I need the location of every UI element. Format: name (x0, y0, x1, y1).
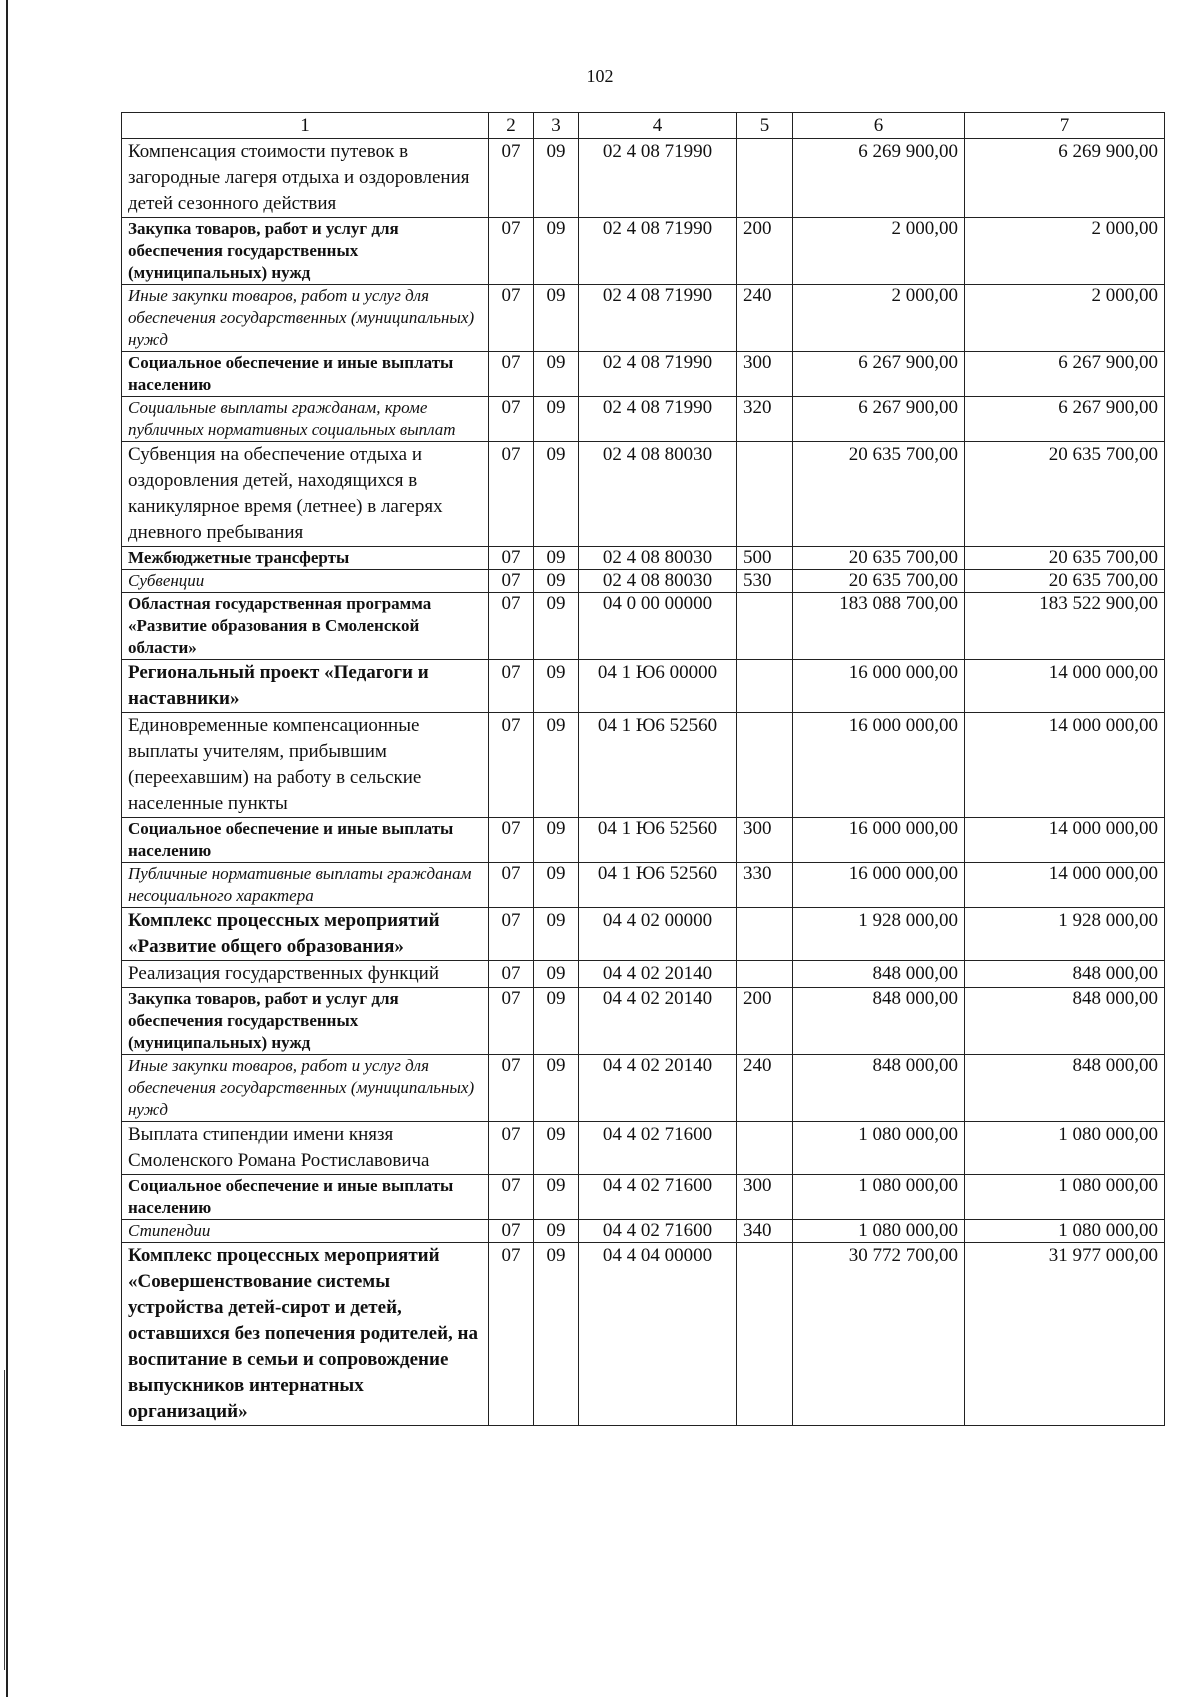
section-code-cell: 07 (489, 352, 534, 397)
amount-year2-cell: 14 000 000,00 (965, 713, 1165, 818)
amount-year1-cell: 2 000,00 (793, 218, 965, 285)
amount-year1-cell: 1 080 000,00 (793, 1175, 965, 1220)
table-row (122, 988, 1165, 1055)
amount-year1-cell: 20 635 700,00 (793, 442, 965, 547)
expense-type-cell: 300 (737, 1175, 793, 1220)
amount-year2-cell: 14 000 000,00 (965, 818, 1165, 863)
row-name-cell: Публичные нормативные выплаты гражданам несоциального характера (122, 863, 489, 908)
expense-type-cell: 200 (737, 218, 793, 285)
target-article-cell: 04 1 Ю6 52560 (579, 818, 737, 863)
expense-type-cell: 240 (737, 285, 793, 352)
row-name-cell: Комплекс процессных мероприятий «Развитие общего образования» (122, 908, 489, 961)
table-row (122, 660, 1165, 713)
target-article-cell: 04 1 Ю6 00000 (579, 660, 737, 713)
expense-type-cell: 320 (737, 397, 793, 442)
amount-year1-cell: 1 928 000,00 (793, 908, 965, 961)
target-article-cell: 04 0 00 00000 (579, 593, 737, 660)
table-row (122, 547, 1165, 570)
expense-type-cell: 340 (737, 1220, 793, 1243)
row-name-cell: Социальное обеспечение и иные выплаты населению (122, 1175, 489, 1220)
section-code-cell: 07 (489, 961, 534, 988)
subsection-code-cell: 09 (534, 570, 579, 593)
section-code-cell: 07 (489, 593, 534, 660)
section-code-cell: 07 (489, 660, 534, 713)
row-name-cell: Закупка товаров, работ и услуг для обеспечения государственных (муниципальных) нужд (122, 988, 489, 1055)
amount-year1-cell: 20 635 700,00 (793, 547, 965, 570)
expense-type-cell: 530 (737, 570, 793, 593)
row-name-cell: Социальное обеспечение и иные выплаты населению (122, 352, 489, 397)
expense-type-cell (737, 1243, 793, 1426)
section-code-cell: 07 (489, 285, 534, 352)
section-code-cell: 07 (489, 1055, 534, 1122)
amount-year2-cell: 20 635 700,00 (965, 442, 1165, 547)
target-article-cell: 02 4 08 71990 (579, 218, 737, 285)
expense-type-cell: 240 (737, 1055, 793, 1122)
subsection-code-cell: 09 (534, 1220, 579, 1243)
amount-year1-cell: 848 000,00 (793, 961, 965, 988)
amount-year1-cell: 1 080 000,00 (793, 1122, 965, 1175)
table-row (122, 352, 1165, 397)
subsection-code-cell: 09 (534, 442, 579, 547)
table-row (122, 218, 1165, 285)
table-row (122, 442, 1165, 547)
amount-year2-cell: 1 080 000,00 (965, 1122, 1165, 1175)
header-cell: 1 (122, 113, 489, 139)
expense-type-cell: 500 (737, 547, 793, 570)
section-code-cell: 07 (489, 442, 534, 547)
amount-year1-cell: 16 000 000,00 (793, 660, 965, 713)
header-cell: 4 (579, 113, 737, 139)
amount-year2-cell: 20 635 700,00 (965, 570, 1165, 593)
subsection-code-cell: 09 (534, 1122, 579, 1175)
subsection-code-cell: 09 (534, 908, 579, 961)
target-article-cell: 04 4 02 20140 (579, 1055, 737, 1122)
row-name-cell: Иные закупки товаров, работ и услуг для обеспечения государственных (муниципальных) нужд (122, 285, 489, 352)
target-article-cell: 04 4 02 71600 (579, 1220, 737, 1243)
target-article-cell: 02 4 08 71990 (579, 139, 737, 218)
row-name-cell: Иные закупки товаров, работ и услуг для обеспечения государственных (муниципальных) нужд (122, 1055, 489, 1122)
table-body (122, 113, 1165, 1426)
subsection-code-cell: 09 (534, 285, 579, 352)
amount-year1-cell: 16 000 000,00 (793, 713, 965, 818)
amount-year1-cell: 183 088 700,00 (793, 593, 965, 660)
amount-year1-cell: 2 000,00 (793, 285, 965, 352)
subsection-code-cell: 09 (534, 863, 579, 908)
subsection-code-cell: 09 (534, 1175, 579, 1220)
section-code-cell: 07 (489, 547, 534, 570)
target-article-cell: 04 1 Ю6 52560 (579, 863, 737, 908)
amount-year2-cell: 14 000 000,00 (965, 863, 1165, 908)
subsection-code-cell: 09 (534, 1243, 579, 1426)
subsection-code-cell: 09 (534, 547, 579, 570)
amount-year2-cell: 1 080 000,00 (965, 1220, 1165, 1243)
target-article-cell: 04 4 02 71600 (579, 1122, 737, 1175)
header-cell: 5 (737, 113, 793, 139)
expense-type-cell (737, 593, 793, 660)
target-article-cell: 04 4 02 20140 (579, 988, 737, 1055)
section-code-cell: 07 (489, 139, 534, 218)
row-name-cell: Социальные выплаты гражданам, кроме публичных нормативных социальных выплат (122, 397, 489, 442)
target-article-cell: 02 4 08 80030 (579, 570, 737, 593)
table-row (122, 818, 1165, 863)
section-code-cell: 07 (489, 218, 534, 285)
amount-year2-cell: 31 977 000,00 (965, 1243, 1165, 1426)
expense-type-cell (737, 961, 793, 988)
expense-type-cell: 300 (737, 352, 793, 397)
table-row (122, 908, 1165, 961)
budget-table (121, 112, 1165, 1426)
table-row (122, 593, 1165, 660)
amount-year2-cell: 20 635 700,00 (965, 547, 1165, 570)
section-code-cell: 07 (489, 570, 534, 593)
amount-year1-cell: 30 772 700,00 (793, 1243, 965, 1426)
target-article-cell: 02 4 08 71990 (579, 352, 737, 397)
amount-year2-cell: 2 000,00 (965, 218, 1165, 285)
section-code-cell: 07 (489, 1220, 534, 1243)
amount-year2-cell: 1 928 000,00 (965, 908, 1165, 961)
table-row (122, 961, 1165, 988)
amount-year2-cell: 6 267 900,00 (965, 352, 1165, 397)
target-article-cell: 04 1 Ю6 52560 (579, 713, 737, 818)
amount-year1-cell: 6 269 900,00 (793, 139, 965, 218)
row-name-cell: Реализация государственных функций (122, 961, 489, 988)
header-cell: 3 (534, 113, 579, 139)
subsection-code-cell: 09 (534, 660, 579, 713)
subsection-code-cell: 09 (534, 961, 579, 988)
table-row (122, 139, 1165, 218)
section-code-cell: 07 (489, 863, 534, 908)
table-row (122, 397, 1165, 442)
expense-type-cell (737, 139, 793, 218)
section-code-cell: 07 (489, 1243, 534, 1426)
amount-year1-cell: 6 267 900,00 (793, 397, 965, 442)
target-article-cell: 02 4 08 71990 (579, 285, 737, 352)
expense-type-cell (737, 1122, 793, 1175)
row-name-cell: Стипендии (122, 1220, 489, 1243)
table-row (122, 1055, 1165, 1122)
amount-year1-cell: 848 000,00 (793, 988, 965, 1055)
page-number: 102 (586, 66, 614, 86)
scan-edge-line-secondary (4, 1370, 5, 1670)
amount-year1-cell: 848 000,00 (793, 1055, 965, 1122)
target-article-cell: 02 4 08 71990 (579, 397, 737, 442)
table-row (122, 1243, 1165, 1426)
target-article-cell: 04 4 04 00000 (579, 1243, 737, 1426)
target-article-cell: 04 4 02 71600 (579, 1175, 737, 1220)
table-row (122, 1220, 1165, 1243)
expense-type-cell (737, 660, 793, 713)
header-cell: 2 (489, 113, 534, 139)
amount-year1-cell: 16 000 000,00 (793, 863, 965, 908)
expense-type-cell: 200 (737, 988, 793, 1055)
section-code-cell: 07 (489, 818, 534, 863)
row-name-cell: Региональный проект «Педагоги и наставники» (122, 660, 489, 713)
row-name-cell: Комплекс процессных мероприятий «Совершенствование системы устройства детей-сирот и детей, оставшихся без попечения родителей, на воспитание в семьи и сопровождение выпускников интернатных организаций» (122, 1243, 489, 1426)
section-code-cell: 07 (489, 908, 534, 961)
amount-year2-cell: 14 000 000,00 (965, 660, 1165, 713)
target-article-cell: 04 4 02 00000 (579, 908, 737, 961)
target-article-cell: 02 4 08 80030 (579, 547, 737, 570)
target-article-cell: 02 4 08 80030 (579, 442, 737, 547)
row-name-cell: Областная государственная программа «Развитие образования в Смоленской области» (122, 593, 489, 660)
amount-year2-cell: 848 000,00 (965, 988, 1165, 1055)
scan-edge-line (6, 0, 8, 1697)
target-article-cell: 04 4 02 20140 (579, 961, 737, 988)
amount-year1-cell: 6 267 900,00 (793, 352, 965, 397)
expense-type-cell: 300 (737, 818, 793, 863)
subsection-code-cell: 09 (534, 352, 579, 397)
table-row (122, 1175, 1165, 1220)
section-code-cell: 07 (489, 397, 534, 442)
expense-type-cell (737, 442, 793, 547)
amount-year1-cell: 16 000 000,00 (793, 818, 965, 863)
header-row (122, 113, 1165, 139)
table-row (122, 570, 1165, 593)
subsection-code-cell: 09 (534, 218, 579, 285)
subsection-code-cell: 09 (534, 397, 579, 442)
amount-year1-cell: 1 080 000,00 (793, 1220, 965, 1243)
section-code-cell: 07 (489, 1175, 534, 1220)
row-name-cell: Закупка товаров, работ и услуг для обеспечения государственных (муниципальных) нужд (122, 218, 489, 285)
table-row (122, 713, 1165, 818)
header-cell: 6 (793, 113, 965, 139)
amount-year1-cell: 20 635 700,00 (793, 570, 965, 593)
row-name-cell: Выплата стипендии имени князя Смоленского Романа Ростиславовича (122, 1122, 489, 1175)
row-name-cell: Социальное обеспечение и иные выплаты населению (122, 818, 489, 863)
header-cell: 7 (965, 113, 1165, 139)
row-name-cell: Межбюджетные трансферты (122, 547, 489, 570)
section-code-cell: 07 (489, 988, 534, 1055)
row-name-cell: Субвенции (122, 570, 489, 593)
subsection-code-cell: 09 (534, 593, 579, 660)
expense-type-cell (737, 908, 793, 961)
row-name-cell: Компенсация стоимости путевок в загородные лагеря отдыха и оздоровления детей сезонного действия (122, 139, 489, 218)
amount-year2-cell: 1 080 000,00 (965, 1175, 1165, 1220)
amount-year2-cell: 2 000,00 (965, 285, 1165, 352)
subsection-code-cell: 09 (534, 713, 579, 818)
subsection-code-cell: 09 (534, 1055, 579, 1122)
expense-type-cell: 330 (737, 863, 793, 908)
subsection-code-cell: 09 (534, 818, 579, 863)
section-code-cell: 07 (489, 1122, 534, 1175)
amount-year2-cell: 6 269 900,00 (965, 139, 1165, 218)
amount-year2-cell: 6 267 900,00 (965, 397, 1165, 442)
row-name-cell: Единовременные компенсационные выплаты учителям, прибывшим (переехавшим) на работу в сельские населенные пункты (122, 713, 489, 818)
row-name-cell: Субвенция на обеспечение отдыха и оздоровления детей, находящихся в каникулярное время (летнее) в лагерях дневного пребывания (122, 442, 489, 547)
subsection-code-cell: 09 (534, 988, 579, 1055)
expense-type-cell (737, 713, 793, 818)
section-code-cell: 07 (489, 713, 534, 818)
table-row (122, 1122, 1165, 1175)
amount-year2-cell: 848 000,00 (965, 961, 1165, 988)
amount-year2-cell: 183 522 900,00 (965, 593, 1165, 660)
table-row (122, 863, 1165, 908)
amount-year2-cell: 848 000,00 (965, 1055, 1165, 1122)
subsection-code-cell: 09 (534, 139, 579, 218)
table-row (122, 285, 1165, 352)
